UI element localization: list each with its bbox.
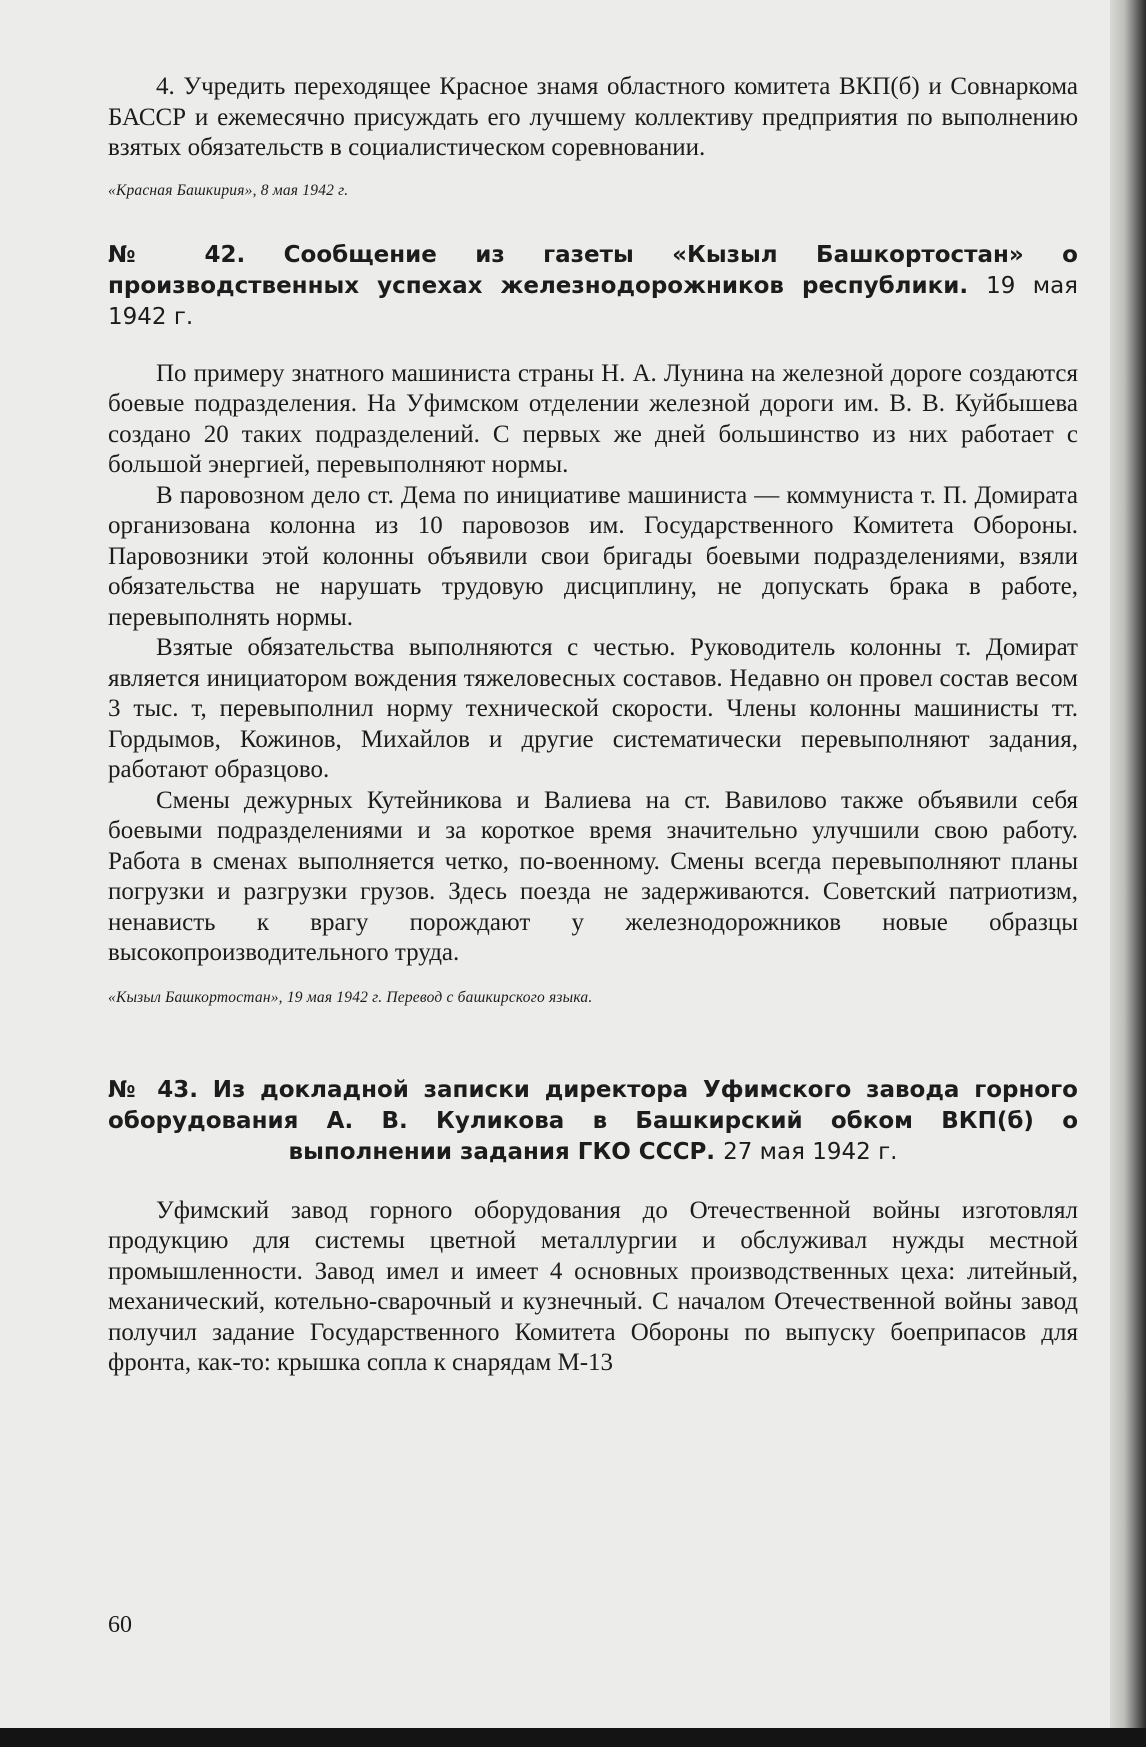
doc42-source: «Кызыл Башкортостан», 19 мая 1942 г. Перевод с башкирского языка. — [108, 988, 593, 1006]
doc41-source: «Красная Башкирия», 8 мая 1942 г. — [108, 181, 349, 199]
scan-bottom-edge — [0, 1728, 1146, 1747]
doc42-paragraph: Взятые обязательства выполняются с честью. Руководитель колонны т. Домират является инициатором вождения тяжеловесных составов. Недавно он провел состав весом 3 тыс. т, перевыполнил норму технической скорости. Члены колонны машинисты тт. Гордымов, Кожинов, Михайлов и другие систематически перевыполняют задания, работают образцово. — [108, 634, 1078, 783]
doc43-body — [108, 1196, 1078, 1379]
doc42-paragraph: По примеру знатного машиниста страны Н. А. Лунина на железной дороге создаются боевые подразделения. На Уфимском отделении железной дороги им. В. В. Куйбышева создано 20 таких подразделений. С первых же дней большинство из них работает с большой энергией, перевыполняют нормы. — [108, 359, 1078, 478]
doc43-date: 27 мая 1942 г. — [723, 1138, 898, 1165]
doc43-title: № 43. Из докладной записки директора Уфимского завода горного оборудования А. В. Куликова в Башкирский обком ВКП(б) о выполнении задания ГКО СССР. — [108, 1076, 1078, 1165]
page-number: 60 — [108, 1612, 132, 1638]
doc42-paragraph: В паровозном дело ст. Дема по инициативе машиниста — коммуниста т. П. Домирата организована колонна из 10 паровозов им. Государственного Комитета Обороны. Паровозники этой колонны объявили свои бригады боевыми подразделениями, взяли обязательства не нарушать трудовую дисциплину, не допускать брака в работе, перевыполнять нормы. — [108, 481, 1078, 631]
doc42-title: № 42. Сообщение из газеты «Кызыл Башкортостан» о производственных успехах железнодорожников республики. — [108, 241, 1078, 299]
book-spine-edge — [1110, 0, 1146, 1747]
doc42-body — [108, 359, 1078, 969]
doc43-paragraph: Уфимский завод горного оборудования до Отечественной войны изготовлял продукцию для системы цветной металлургии и обслуживал нужды местной промышленности. Завод имел и имеет 4 основных производственных цеха: литейный, механический, котельно-сварочный и кузнечный. С началом Отечественной войны завод получил задание Государственного Комитета Обороны по выпуску боеприпасов для фронта, как-то: крышка сопла к снарядам М-13 — [108, 1196, 1078, 1376]
doc42-paragraph: Смены дежурных Кутейникова и Валиева на ст. Вавилово также объявили себя боевыми подразделениями и за короткое время значительно улучшили свою работу. Работа в сменах выполняется четко, по-военному. Смены всегда перевыполняют планы погрузки и разгрузки грузов. Здесь поезда не задерживаются. Советский патриотизм, ненависть к врагу порождают у железнодорожников новые образцы высокопроизводительного труда. — [108, 786, 1078, 966]
doc41-item4: 4. Учредить переходящее Красное знамя областного комитета ВКП(б) и Совнаркома БАССР и ежемесячно присуждать его лучшему коллективу предприятия по выполнению взятых обязательств в социалистическом соревновании. — [108, 73, 1078, 161]
page-content — [108, 72, 1078, 1379]
doc43-heading — [108, 1075, 1078, 1168]
doc42-heading — [108, 240, 1078, 333]
doc42-date: 19 мая 1942 г. — [108, 272, 1079, 330]
